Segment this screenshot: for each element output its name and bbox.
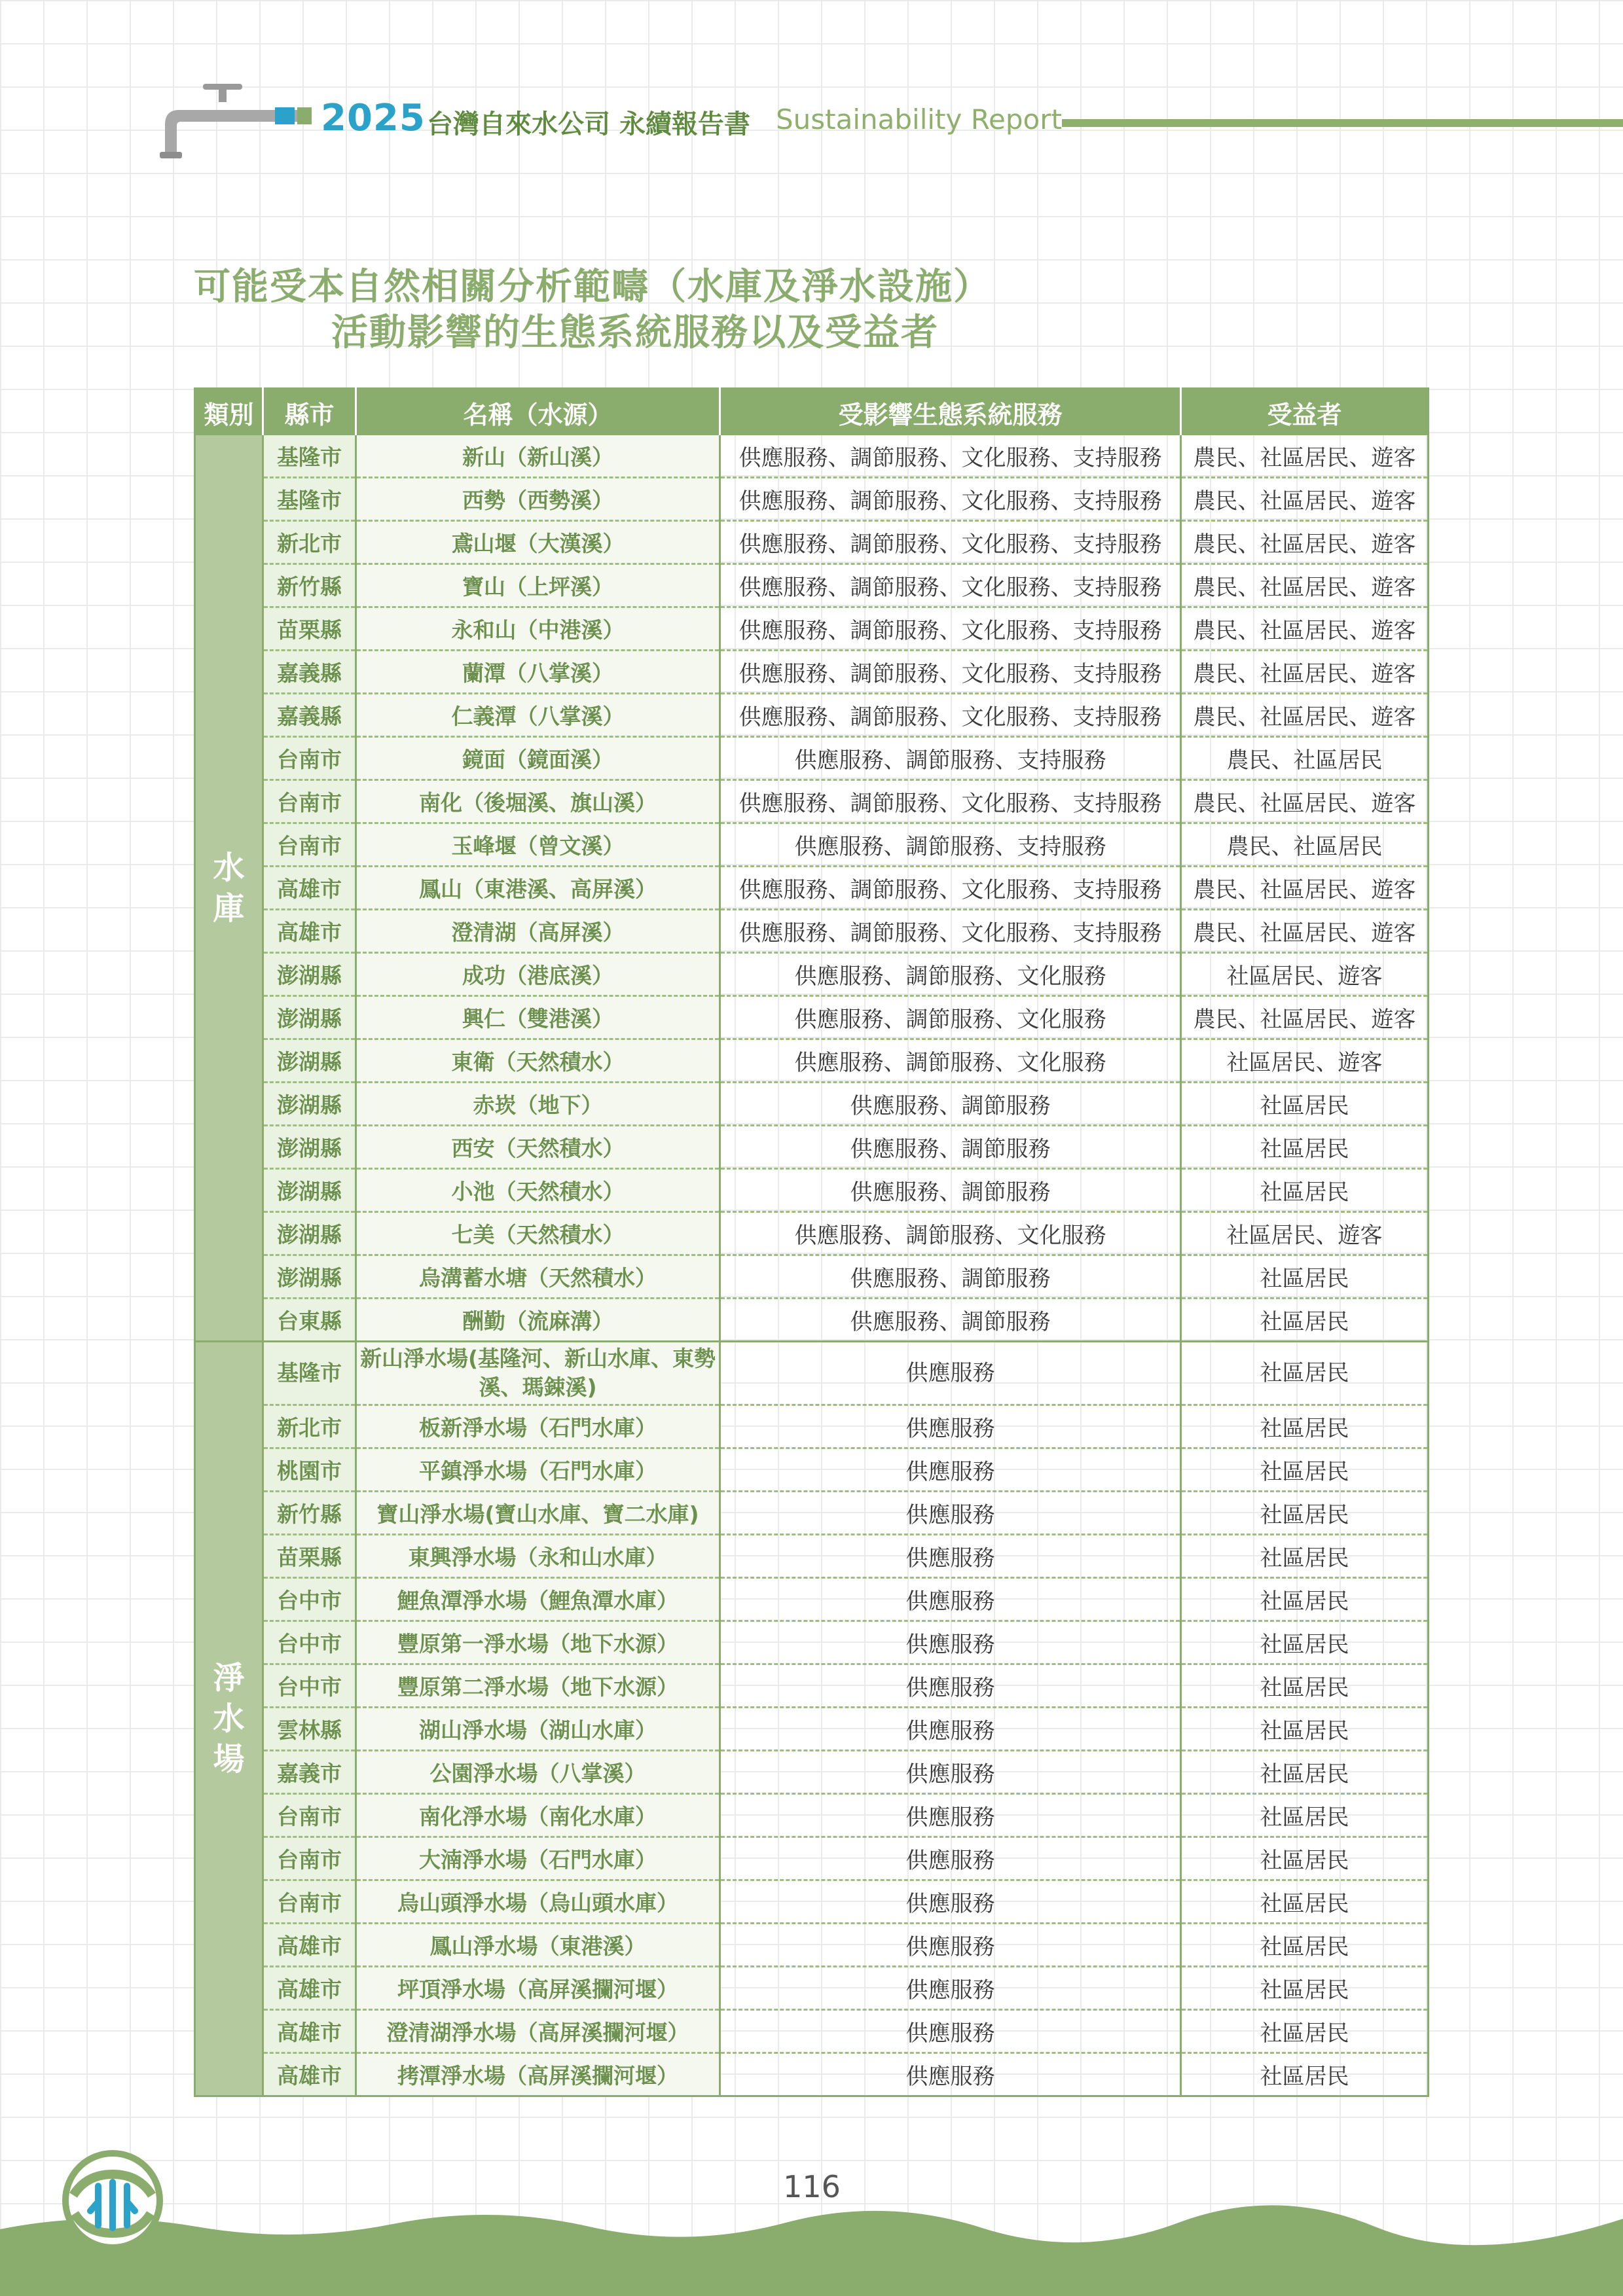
beneficiaries-cell: 農民、社區居民、遊客 bbox=[1181, 521, 1429, 564]
county-cell: 台中市 bbox=[263, 1621, 356, 1664]
beneficiaries-cell: 農民、社區居民、遊客 bbox=[1181, 780, 1429, 823]
report-subtitle: Sustainability Report bbox=[776, 103, 1062, 135]
beneficiaries-cell: 社區居民 bbox=[1181, 1708, 1429, 1751]
beneficiaries-cell: 社區居民 bbox=[1181, 1924, 1429, 1967]
services-cell: 供應服務 bbox=[720, 1794, 1181, 1837]
beneficiaries-cell: 社區居民 bbox=[1181, 1083, 1429, 1126]
county-cell: 澎湖縣 bbox=[263, 1039, 356, 1083]
services-cell: 供應服務、調節服務 bbox=[720, 1083, 1181, 1126]
county-cell: 桃園市 bbox=[263, 1448, 356, 1492]
table-row bbox=[195, 521, 1429, 564]
name-cell: 澄清湖（高屏溪） bbox=[356, 910, 720, 953]
services-cell: 供應服務、調節服務、支持服務 bbox=[720, 823, 1181, 867]
services-cell: 供應服務 bbox=[720, 1924, 1181, 1967]
beneficiaries-cell: 社區居民 bbox=[1181, 1967, 1429, 2010]
name-cell: 鳳山淨水場（東港溪） bbox=[356, 1924, 720, 1967]
category-cell bbox=[195, 1342, 263, 2096]
name-cell: 酬勤（流麻溝） bbox=[356, 1299, 720, 1342]
name-cell: 鳶山堰（大漢溪） bbox=[356, 521, 720, 564]
services-cell: 供應服務、調節服務 bbox=[720, 1255, 1181, 1299]
header-county: 縣市 bbox=[263, 389, 356, 436]
services-cell: 供應服務 bbox=[720, 2010, 1181, 2053]
name-cell: 東興淨水場（永和山水庫） bbox=[356, 1535, 720, 1578]
county-cell: 澎湖縣 bbox=[263, 1212, 356, 1255]
table-row bbox=[195, 780, 1429, 823]
beneficiaries-cell: 社區居民 bbox=[1181, 1578, 1429, 1621]
services-cell: 供應服務 bbox=[720, 1492, 1181, 1535]
table-row bbox=[195, 2053, 1429, 2096]
county-cell: 雲林縣 bbox=[263, 1708, 356, 1751]
county-cell: 新北市 bbox=[263, 1405, 356, 1448]
name-cell: 鏡面（鏡面溪） bbox=[356, 737, 720, 780]
table-row bbox=[195, 1967, 1429, 2010]
name-cell: 仁義潭（八掌溪） bbox=[356, 694, 720, 737]
beneficiaries-cell: 社區居民 bbox=[1181, 1342, 1429, 1405]
header-rule bbox=[1062, 119, 1623, 127]
header-beneficiaries: 受益者 bbox=[1181, 389, 1429, 436]
county-cell: 高雄市 bbox=[263, 2053, 356, 2096]
county-cell: 嘉義縣 bbox=[263, 651, 356, 694]
beneficiaries-cell: 農民、社區居民、遊客 bbox=[1181, 564, 1429, 607]
services-cell: 供應服務、調節服務、文化服務 bbox=[720, 953, 1181, 996]
table-row bbox=[195, 996, 1429, 1039]
name-cell: 公園淨水場（八掌溪） bbox=[356, 1751, 720, 1794]
county-cell: 台南市 bbox=[263, 1880, 356, 1924]
services-cell: 供應服務、調節服務、支持服務 bbox=[720, 737, 1181, 780]
services-cell: 供應服務 bbox=[720, 1342, 1181, 1405]
table-row bbox=[195, 1342, 1429, 1405]
beneficiaries-cell: 社區居民 bbox=[1181, 1405, 1429, 1448]
services-cell: 供應服務、調節服務、文化服務、支持服務 bbox=[720, 651, 1181, 694]
county-cell: 台南市 bbox=[263, 1794, 356, 1837]
name-cell: 鳳山（東港溪、高屏溪） bbox=[356, 867, 720, 910]
name-cell: 豐原第二淨水場（地下水源） bbox=[356, 1664, 720, 1708]
name-cell: 坪頂淨水場（高屏溪攔河堰） bbox=[356, 1967, 720, 2010]
name-cell: 烏山頭淨水場（烏山頭水庫） bbox=[356, 1880, 720, 1924]
county-cell: 台南市 bbox=[263, 737, 356, 780]
beneficiaries-cell: 社區居民 bbox=[1181, 1794, 1429, 1837]
company-logo-icon bbox=[60, 2148, 165, 2253]
beneficiaries-cell: 農民、社區居民、遊客 bbox=[1181, 694, 1429, 737]
county-cell: 新竹縣 bbox=[263, 564, 356, 607]
table-row bbox=[195, 1448, 1429, 1492]
name-cell: 玉峰堰（曾文溪） bbox=[356, 823, 720, 867]
services-cell: 供應服務、調節服務 bbox=[720, 1169, 1181, 1212]
table-row bbox=[195, 1212, 1429, 1255]
table-row bbox=[195, 1299, 1429, 1342]
county-cell: 高雄市 bbox=[263, 867, 356, 910]
category-label: 水庫 bbox=[213, 849, 245, 927]
services-cell: 供應服務、調節服務、文化服務、支持服務 bbox=[720, 910, 1181, 953]
name-cell: 成功（港底溪） bbox=[356, 953, 720, 996]
name-cell: 南化淨水場（南化水庫） bbox=[356, 1794, 720, 1837]
beneficiaries-cell: 社區居民、遊客 bbox=[1181, 953, 1429, 996]
services-cell: 供應服務 bbox=[720, 1837, 1181, 1880]
name-cell: 板新淨水場（石門水庫） bbox=[356, 1405, 720, 1448]
county-cell: 高雄市 bbox=[263, 1924, 356, 1967]
beneficiaries-cell: 社區居民 bbox=[1181, 1492, 1429, 1535]
table-row bbox=[195, 867, 1429, 910]
county-cell: 苗栗縣 bbox=[263, 1535, 356, 1578]
name-cell: 西勢（西勢溪） bbox=[356, 478, 720, 521]
services-cell: 供應服務 bbox=[720, 1578, 1181, 1621]
table-row bbox=[195, 1664, 1429, 1708]
name-cell: 西安（天然積水） bbox=[356, 1126, 720, 1169]
name-cell: 寶山（上坪溪） bbox=[356, 564, 720, 607]
county-cell: 台中市 bbox=[263, 1578, 356, 1621]
beneficiaries-cell: 社區居民 bbox=[1181, 2010, 1429, 2053]
county-cell: 高雄市 bbox=[263, 2010, 356, 2053]
table-row bbox=[195, 1126, 1429, 1169]
beneficiaries-cell: 社區居民 bbox=[1181, 1448, 1429, 1492]
table-row bbox=[195, 435, 1429, 478]
name-cell: 新山淨水場(基隆河、新山水庫、東勢溪、瑪鋉溪) bbox=[356, 1342, 720, 1405]
table-row bbox=[195, 953, 1429, 996]
name-cell: 湖山淨水場（湖山水庫） bbox=[356, 1708, 720, 1751]
table-row bbox=[195, 1169, 1429, 1212]
faucet-icon bbox=[157, 79, 321, 164]
beneficiaries-cell: 社區居民、遊客 bbox=[1181, 1212, 1429, 1255]
services-cell: 供應服務 bbox=[720, 1751, 1181, 1794]
category-cell bbox=[195, 435, 263, 1342]
header-name: 名稱（水源） bbox=[356, 389, 720, 436]
table-row bbox=[195, 1880, 1429, 1924]
table-row bbox=[195, 1492, 1429, 1535]
table-row bbox=[195, 910, 1429, 953]
section-title-line2: 活動影響的生態系統服務以及受益者 bbox=[331, 312, 939, 354]
county-cell: 基隆市 bbox=[263, 478, 356, 521]
beneficiaries-cell: 社區居民 bbox=[1181, 1255, 1429, 1299]
county-cell: 苗栗縣 bbox=[263, 607, 356, 651]
beneficiaries-cell: 農民、社區居民 bbox=[1181, 737, 1429, 780]
name-cell: 赤崁（地下） bbox=[356, 1083, 720, 1126]
county-cell: 澎湖縣 bbox=[263, 1255, 356, 1299]
table-row bbox=[195, 1039, 1429, 1083]
services-cell: 供應服務、調節服務、文化服務、支持服務 bbox=[720, 564, 1181, 607]
table-row bbox=[195, 607, 1429, 651]
category-label: 淨水場 bbox=[213, 1660, 245, 1778]
beneficiaries-cell: 農民、社區居民、遊客 bbox=[1181, 435, 1429, 478]
services-cell: 供應服務、調節服務、文化服務、支持服務 bbox=[720, 607, 1181, 651]
table-row bbox=[195, 1794, 1429, 1837]
county-cell: 台東縣 bbox=[263, 1299, 356, 1342]
table-row bbox=[195, 1578, 1429, 1621]
county-cell: 台南市 bbox=[263, 1837, 356, 1880]
services-cell: 供應服務、調節服務、文化服務 bbox=[720, 1039, 1181, 1083]
county-cell: 高雄市 bbox=[263, 910, 356, 953]
county-cell: 澎湖縣 bbox=[263, 996, 356, 1039]
services-cell: 供應服務、調節服務、文化服務 bbox=[720, 1212, 1181, 1255]
county-cell: 新竹縣 bbox=[263, 1492, 356, 1535]
table-row bbox=[195, 2010, 1429, 2053]
county-cell: 台南市 bbox=[263, 780, 356, 823]
services-cell: 供應服務 bbox=[720, 1448, 1181, 1492]
beneficiaries-cell: 社區居民 bbox=[1181, 1169, 1429, 1212]
report-header bbox=[157, 79, 1623, 164]
county-cell: 澎湖縣 bbox=[263, 1126, 356, 1169]
county-cell: 台南市 bbox=[263, 823, 356, 867]
services-cell: 供應服務、調節服務、文化服務、支持服務 bbox=[720, 478, 1181, 521]
table-row bbox=[195, 1621, 1429, 1664]
services-cell: 供應服務 bbox=[720, 1621, 1181, 1664]
county-cell: 嘉義市 bbox=[263, 1751, 356, 1794]
page-number: 116 bbox=[783, 2169, 841, 2204]
table-row bbox=[195, 651, 1429, 694]
table-row bbox=[195, 737, 1429, 780]
county-cell: 基隆市 bbox=[263, 1342, 356, 1405]
services-cell: 供應服務 bbox=[720, 1880, 1181, 1924]
beneficiaries-cell: 社區居民 bbox=[1181, 1837, 1429, 1880]
table-row bbox=[195, 1924, 1429, 1967]
name-cell: 烏溝蓄水塘（天然積水） bbox=[356, 1255, 720, 1299]
county-cell: 台中市 bbox=[263, 1664, 356, 1708]
beneficiaries-cell: 社區居民 bbox=[1181, 1880, 1429, 1924]
table-row bbox=[195, 1837, 1429, 1880]
services-cell: 供應服務、調節服務、文化服務、支持服務 bbox=[720, 867, 1181, 910]
table-header-row bbox=[195, 389, 1429, 436]
table-row bbox=[195, 1535, 1429, 1578]
beneficiaries-cell: 農民、社區居民、遊客 bbox=[1181, 478, 1429, 521]
services-cell: 供應服務、調節服務、文化服務、支持服務 bbox=[720, 694, 1181, 737]
beneficiaries-cell: 社區居民 bbox=[1181, 1535, 1429, 1578]
services-cell: 供應服務、調節服務、文化服務、支持服務 bbox=[720, 435, 1181, 478]
beneficiaries-cell: 農民、社區居民、遊客 bbox=[1181, 867, 1429, 910]
table-row bbox=[195, 1083, 1429, 1126]
beneficiaries-cell: 農民、社區居民 bbox=[1181, 823, 1429, 867]
beneficiaries-cell: 社區居民、遊客 bbox=[1181, 1039, 1429, 1083]
county-cell: 嘉義縣 bbox=[263, 694, 356, 737]
name-cell: 興仁（雙港溪） bbox=[356, 996, 720, 1039]
table-row bbox=[195, 1405, 1429, 1448]
services-cell: 供應服務、調節服務、文化服務 bbox=[720, 996, 1181, 1039]
table-row bbox=[195, 1708, 1429, 1751]
services-cell: 供應服務 bbox=[720, 1664, 1181, 1708]
beneficiaries-cell: 農民、社區居民、遊客 bbox=[1181, 996, 1429, 1039]
services-cell: 供應服務 bbox=[720, 1405, 1181, 1448]
county-cell: 新北市 bbox=[263, 521, 356, 564]
services-cell: 供應服務、調節服務 bbox=[720, 1126, 1181, 1169]
beneficiaries-cell: 社區居民 bbox=[1181, 1126, 1429, 1169]
table-row bbox=[195, 478, 1429, 521]
name-cell: 永和山（中港溪） bbox=[356, 607, 720, 651]
name-cell: 澄清湖淨水場（高屏溪攔河堰） bbox=[356, 2010, 720, 2053]
county-cell: 澎湖縣 bbox=[263, 1169, 356, 1212]
beneficiaries-cell: 社區居民 bbox=[1181, 1751, 1429, 1794]
beneficiaries-cell: 社區居民 bbox=[1181, 2053, 1429, 2096]
name-cell: 東衛（天然積水） bbox=[356, 1039, 720, 1083]
footer-wave bbox=[0, 2204, 1623, 2296]
table-row bbox=[195, 564, 1429, 607]
name-cell: 蘭潭（八掌溪） bbox=[356, 651, 720, 694]
beneficiaries-cell: 社區居民 bbox=[1181, 1664, 1429, 1708]
name-cell: 平鎮淨水場（石門水庫） bbox=[356, 1448, 720, 1492]
county-cell: 澎湖縣 bbox=[263, 1083, 356, 1126]
name-cell: 豐原第一淨水場（地下水源） bbox=[356, 1621, 720, 1664]
section-title bbox=[194, 264, 991, 356]
report-year: 2025 bbox=[321, 97, 426, 139]
ecosystem-services-table bbox=[194, 387, 1429, 2097]
table-row bbox=[195, 1751, 1429, 1794]
beneficiaries-cell: 社區居民 bbox=[1181, 1299, 1429, 1342]
table-row bbox=[195, 1255, 1429, 1299]
name-cell: 寶山淨水場(寶山水庫、寶二水庫) bbox=[356, 1492, 720, 1535]
county-cell: 基隆市 bbox=[263, 435, 356, 478]
report-title: 台灣自來水公司 永續報告書 bbox=[427, 109, 750, 139]
services-cell: 供應服務、調節服務 bbox=[720, 1299, 1181, 1342]
services-cell: 供應服務、調節服務、文化服務、支持服務 bbox=[720, 780, 1181, 823]
beneficiaries-cell: 社區居民 bbox=[1181, 1621, 1429, 1664]
table-row bbox=[195, 694, 1429, 737]
county-cell: 高雄市 bbox=[263, 1967, 356, 2010]
services-cell: 供應服務 bbox=[720, 1967, 1181, 2010]
name-cell: 新山（新山溪） bbox=[356, 435, 720, 478]
name-cell: 小池（天然積水） bbox=[356, 1169, 720, 1212]
services-cell: 供應服務 bbox=[720, 1535, 1181, 1578]
services-cell: 供應服務、調節服務、文化服務、支持服務 bbox=[720, 521, 1181, 564]
name-cell: 鯉魚潭淨水場（鯉魚潭水庫） bbox=[356, 1578, 720, 1621]
header-category: 類別 bbox=[195, 389, 263, 436]
beneficiaries-cell: 農民、社區居民、遊客 bbox=[1181, 910, 1429, 953]
name-cell: 大湳淨水場（石門水庫） bbox=[356, 1837, 720, 1880]
county-cell: 澎湖縣 bbox=[263, 953, 356, 996]
name-cell: 拷潭淨水場（高屏溪攔河堰） bbox=[356, 2053, 720, 2096]
services-cell: 供應服務 bbox=[720, 1708, 1181, 1751]
services-cell: 供應服務 bbox=[720, 2053, 1181, 2096]
section-title-line1: 可能受本自然相關分析範疇（水庫及淨水設施） bbox=[194, 266, 991, 308]
beneficiaries-cell: 農民、社區居民、遊客 bbox=[1181, 651, 1429, 694]
beneficiaries-cell: 農民、社區居民、遊客 bbox=[1181, 607, 1429, 651]
table-row bbox=[195, 823, 1429, 867]
header-services: 受影響生態系統服務 bbox=[720, 389, 1181, 436]
name-cell: 南化（後堀溪、旗山溪） bbox=[356, 780, 720, 823]
name-cell: 七美（天然積水） bbox=[356, 1212, 720, 1255]
